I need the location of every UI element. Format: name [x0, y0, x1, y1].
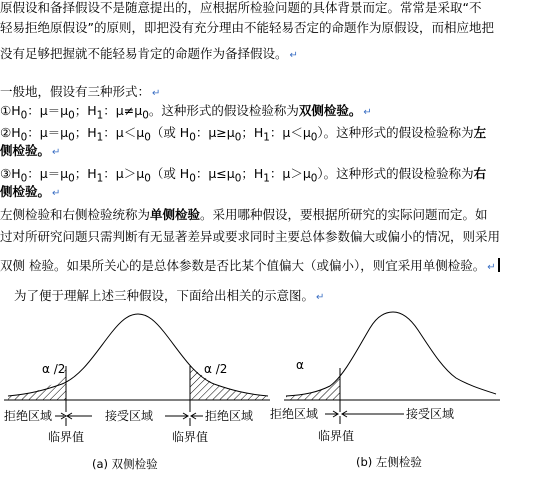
paragraph-mark: ↵ — [52, 188, 61, 199]
text-run: 左侧检验和右侧检验统称为 — [0, 207, 151, 222]
text-run: 一般地，假设有三种形式： — [0, 84, 151, 99]
text-run: （或 H — [150, 166, 190, 181]
alpha-half-label-right: α /2 — [204, 362, 228, 376]
subscript: 0 — [20, 172, 28, 185]
paragraph-mark: ↵ — [152, 88, 161, 99]
subscript: 0 — [189, 131, 196, 144]
text-run: ：μ＜μ — [103, 125, 145, 140]
text-run: ：μ＜μ — [269, 125, 311, 140]
text-run: ：μ＝μ — [27, 125, 69, 140]
text-run: 。这种形式的假设检验称为 — [148, 103, 299, 118]
text-run: 。采用哪种假设，要根据所研究的实际问题而定。如 — [200, 207, 488, 222]
text-run: ；H — [74, 103, 97, 118]
text-run: ①H — [0, 103, 21, 118]
figure-caption-a: (a) 双侧检验 — [92, 457, 158, 471]
text-run: ）。这种形式的假设检验称为 — [317, 125, 474, 140]
bold-term: 双侧检验。 — [298, 103, 362, 118]
paragraph-mark: ↵ — [487, 262, 496, 273]
hypothesis-figures — [0, 308, 552, 479]
text-run: ：μ≥μ — [195, 125, 235, 140]
bold-term: 侧检验。 — [0, 184, 51, 199]
text-run: ；H — [241, 125, 264, 140]
text-run: ：μ＞μ — [269, 166, 311, 181]
paragraph-line — [0, 258, 552, 276]
reject-region-label-left: 拒绝区域 — [4, 409, 53, 423]
bold-term: 侧检验。 — [0, 143, 51, 158]
subscript: 1 — [263, 172, 270, 185]
text-run: ：μ≠μ — [103, 103, 143, 118]
paragraph-line — [0, 46, 552, 64]
text-run: ；H — [74, 166, 97, 181]
text-run: 原假设和备择假设不是随意提出的，应根据所检验问题的具体背景而定。常常是采取“不 — [0, 0, 482, 15]
subscript: 0 — [144, 172, 151, 185]
paragraph-mark: ↵ — [289, 50, 298, 61]
text-run: ③H — [0, 166, 21, 181]
paragraph-line — [0, 229, 552, 245]
subscript: 1 — [96, 109, 104, 122]
subscript: 0 — [310, 172, 318, 185]
paragraph-line — [0, 207, 552, 223]
subscript: 0 — [189, 172, 196, 185]
text-run: 轻易拒绝原假设”的原则，即把没有充分理由不能轻易否定的命题作为原假设，而相应地把 — [0, 20, 494, 35]
text-run: ：μ≤μ — [195, 166, 235, 181]
text-run: ：μ＝μ — [27, 166, 69, 181]
text-run: ：μ＝μ — [27, 103, 69, 118]
paragraph-mark: ↵ — [52, 147, 61, 158]
subscript: 0 — [68, 172, 75, 185]
accept-region-label-a: 接受区域 — [105, 409, 154, 423]
text-run: ：μ＞μ — [103, 166, 145, 181]
critical-value-label-left: 临界值 — [48, 430, 85, 444]
paragraph-line — [14, 288, 552, 306]
critical-value-label-b: 临界值 — [318, 429, 355, 443]
subscript: 0 — [144, 131, 151, 144]
text-run: ；H — [74, 125, 97, 140]
reject-region-label-right: 拒绝区域 — [205, 409, 254, 423]
subscript: 0 — [20, 109, 28, 122]
bold-term: 单侧检验 — [150, 207, 201, 222]
paragraph-line — [0, 0, 552, 16]
right-tail-hatch — [190, 366, 268, 400]
subscript: 0 — [20, 131, 28, 144]
normal-curve-right — [286, 312, 496, 396]
critical-value-label-right: 临界值 — [172, 430, 209, 444]
text-run: ；H — [241, 166, 264, 181]
formula-line-3-cont — [0, 184, 552, 202]
paragraph-mark: ↵ — [316, 292, 325, 303]
text-cursor — [498, 258, 500, 272]
text-run: ②H — [0, 125, 21, 140]
bold-term: 左 — [473, 125, 487, 140]
subscript: 0 — [234, 172, 242, 185]
paragraph-line — [0, 84, 552, 102]
text-run: 双侧 检验。如果所关心的是总体参数是否比某个值偏大（或偏小），则宜采用单侧检验。 — [0, 258, 486, 273]
subscript: 1 — [96, 172, 104, 185]
subscript: 0 — [310, 131, 318, 144]
left-tail-hatch-b — [286, 372, 340, 400]
alpha-half-label-left: α /2 — [42, 362, 66, 376]
text-run: 没有足够把握就不能轻易肯定的命题作为备择假设。 — [0, 46, 288, 61]
subscript: 1 — [263, 131, 270, 144]
reject-region-label-b: 拒绝区域 — [270, 407, 319, 421]
paragraph-line — [0, 20, 552, 36]
formula-line-1 — [0, 103, 552, 124]
accept-region-label-b: 接受区域 — [406, 407, 455, 421]
figure-caption-b: (b) 左侧检验 — [356, 455, 422, 469]
text-run: 过对所研究问题只需判断有无显著差异或要求同时主要总体参数偏大或偏小的情况，则采用 — [0, 229, 501, 244]
subscript: 0 — [68, 109, 75, 122]
diagram-svg — [0, 308, 552, 479]
subscript: 0 — [142, 109, 149, 122]
text-run: ）。这种形式的假设检验称为 — [317, 166, 474, 181]
formula-line-2-cont — [0, 143, 552, 161]
text-run: （或 H — [150, 125, 190, 140]
subscript: 0 — [234, 131, 242, 144]
text-run: 为了便于理解上述三种假设，下面给出相关的示意图。 — [14, 288, 315, 303]
subscript: 0 — [68, 131, 75, 144]
paragraph-mark: ↵ — [363, 107, 372, 118]
alpha-label: α — [296, 358, 304, 372]
normal-curve-left — [8, 314, 268, 396]
subscript: 1 — [96, 131, 104, 144]
bold-term: 右 — [473, 166, 487, 181]
